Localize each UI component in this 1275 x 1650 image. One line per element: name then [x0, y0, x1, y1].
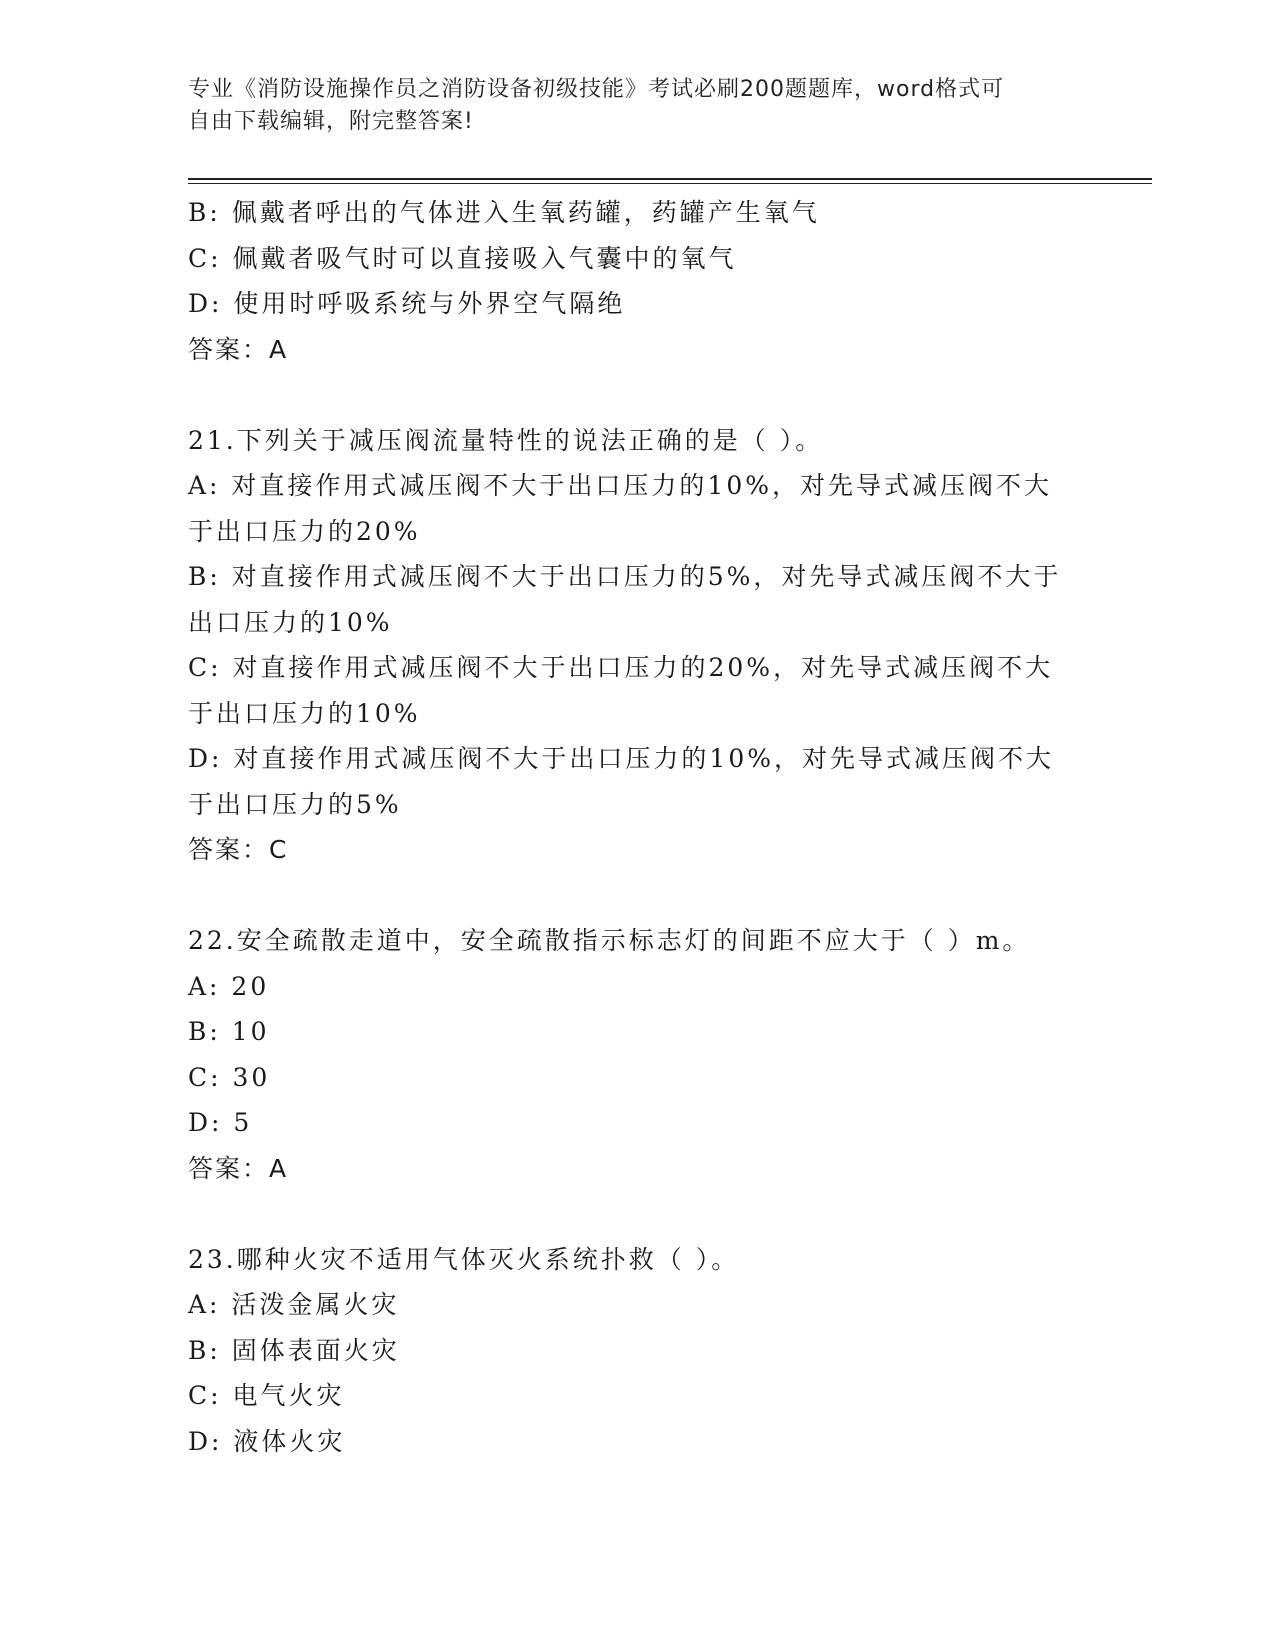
- q22-option-d: D: 5: [188, 1108, 253, 1137]
- q22-answer: 答案：A: [188, 1153, 289, 1183]
- spacer: [188, 873, 1088, 919]
- q23-option-c: C: 电气火灾: [188, 1381, 345, 1410]
- q22-option-c: C: 30: [188, 1062, 271, 1092]
- header-divider-thick: [188, 178, 1152, 180]
- question-list: [188, 190, 1088, 1464]
- q21-option-b-line-1: B: 对直接作用式减压阀不大于出口压力的5%，对先导式减压阀不大于: [188, 562, 1062, 591]
- q20-option-c: C: 佩戴者吸气时可以直接吸入气囊中的氧气: [188, 243, 737, 273]
- q21-answer: 答案：C: [188, 835, 289, 864]
- q21-option-d-line-1: D: 对直接作用式减压阀不大于出口压力的10%，对先导式减压阀不大: [188, 744, 1054, 773]
- q21-option-b-line-2: 出口压力的10%: [188, 607, 393, 637]
- document-header: [188, 74, 1068, 138]
- question-21-block: [188, 418, 1088, 873]
- q21-option-c-line-1: C: 对直接作用式减压阀不大于出口压力的20%，对先导式减压阀不大: [188, 653, 1054, 682]
- q22-option-b: B: 10: [188, 1017, 270, 1046]
- q20-answer: 答案：A: [188, 334, 289, 364]
- q23-option-a: A: 活泼金属火灾: [188, 1290, 400, 1319]
- q20-option-d: D: 使用时呼吸系统与外界空气隔绝: [188, 289, 626, 318]
- q21-question: 21.下列关于减压阀流量特性的说法正确的是（ ）。: [188, 425, 824, 455]
- q20-option-b: B: 佩戴者呼出的气体进入生氧药罐，药罐产生氧气: [188, 198, 820, 227]
- header-title-line-1: 专业《消防设施操作员之消防设备初级技能》考试必刷200题题库，word格式可: [188, 77, 1005, 102]
- q23-question: 23.哪种火灾不适用气体灭火系统扑救（ ）。: [188, 1244, 740, 1274]
- spacer: [188, 372, 1088, 418]
- header-divider-thin: [188, 183, 1152, 184]
- q21-option-a-line-2: 于出口压力的20%: [188, 516, 421, 546]
- q21-option-a-line-1: A: 对直接作用式减压阀不大于出口压力的10%，对先导式减压阀不大: [188, 471, 1052, 500]
- q22-option-a: A: 20: [188, 971, 270, 1001]
- header-title-line-2: 自由下载编辑，附完整答案!: [188, 109, 474, 134]
- question-22-block: [188, 918, 1088, 1191]
- q21-option-c-line-2: 于出口压力的10%: [188, 698, 421, 728]
- q21-option-d-line-2: 于出口压力的5%: [188, 789, 402, 819]
- question-20-block: [188, 190, 1088, 372]
- q22-question: 22.安全疏散走道中，安全疏散指示标志灯的间距不应大于（ ）m。: [188, 926, 1031, 955]
- q23-option-b: B: 固体表面火灾: [188, 1335, 400, 1365]
- q23-option-d: D: 液体火灾: [188, 1426, 346, 1456]
- question-23-block: [188, 1237, 1088, 1465]
- spacer: [188, 1191, 1088, 1237]
